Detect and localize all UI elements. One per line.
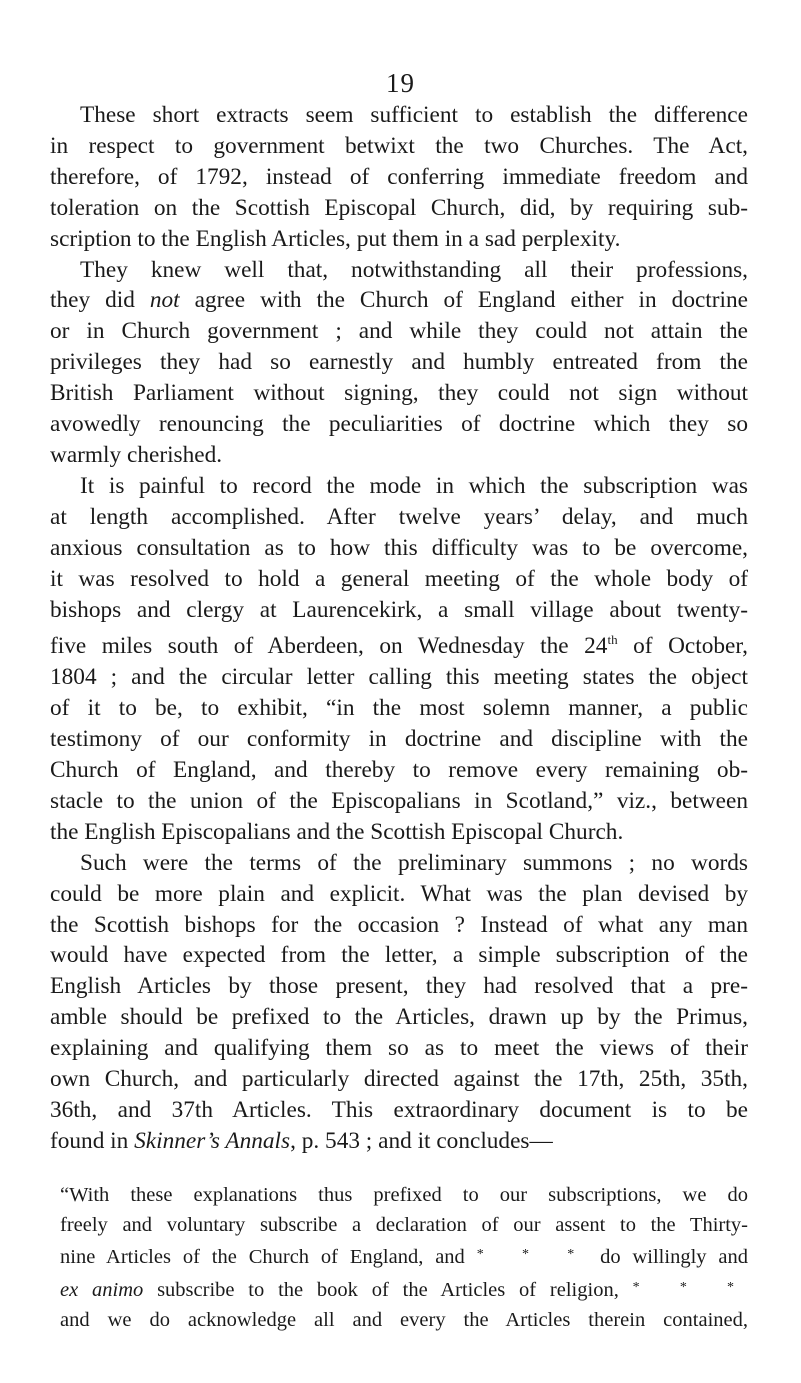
- text-line: [50, 1002, 748, 1033]
- text-line: [50, 285, 748, 316]
- text-run: of October,: [617, 633, 748, 660]
- text-run: amble should be prefixed to the Articles, drawn up by the Primus,: [50, 1004, 748, 1031]
- text-line: [50, 1064, 748, 1095]
- text-run: nine Articles of the Church of England, and: [60, 1246, 477, 1269]
- block-quote: [60, 1180, 748, 1335]
- text-line: [50, 1126, 748, 1157]
- text-run: warmly cherished.: [50, 441, 223, 468]
- text-run: “With these explanations thus prefixed to our subscriptions, we do: [60, 1184, 748, 1206]
- text-run: do willingly and: [588, 1246, 748, 1269]
- text-line: [50, 100, 748, 131]
- text-run: it was resolved to hold a general meeting of the whole body of: [50, 565, 748, 592]
- page-number: 19: [386, 68, 415, 98]
- text-line: [50, 910, 748, 941]
- text-run: or in Church government ; and while they could not attain the: [50, 318, 748, 345]
- text-line: [50, 848, 748, 879]
- text-line: [50, 502, 748, 533]
- quote-line: [60, 1240, 748, 1272]
- text-run: These short extracts seem sufficient to establish the difference: [80, 102, 748, 128]
- quote-line: [60, 1305, 748, 1335]
- text-line: [50, 409, 748, 440]
- text-line: [50, 347, 748, 378]
- text-run: avowedly renouncing the peculiarities of doctrine which they so: [50, 411, 748, 438]
- text-run: own Church, and particularly directed against the 17th, 25th, 35th,: [50, 1066, 748, 1093]
- text-line: [50, 471, 748, 502]
- text-line: [50, 662, 748, 693]
- text-run: British Parliament without signing, they could not sign without: [50, 380, 748, 407]
- quote-line: [60, 1273, 748, 1305]
- text-run: 1804 ; and the circular letter calling this meeting states the object: [50, 664, 748, 691]
- italic-text: ex animo: [60, 1278, 144, 1301]
- text-run: Church of England, and thereby to remove every remaining ob-: [50, 757, 748, 784]
- text-run: privileges they had so earnestly and humbly entreated from the: [50, 349, 748, 376]
- text-line: [50, 1033, 748, 1064]
- text-line: [50, 786, 748, 817]
- text-run: They knew well that, notwithstanding all their professions,: [80, 256, 748, 283]
- text-run: five miles south of Aberdeen, on Wednesday the 24: [50, 633, 608, 660]
- text-run: in respect to government betwixt the two Churches. The Act,: [50, 132, 748, 159]
- italic-text: not: [149, 287, 180, 314]
- text-line: [50, 971, 748, 1002]
- text-run: stacle to the union of the Episcopalians in Scotland,” viz., between: [50, 787, 748, 814]
- text-run: toleration on the Scottish Episcopal Church, did, by requiring sub-: [50, 194, 748, 221]
- text-line: [50, 1095, 748, 1126]
- text-run: could be more plain and explicit. What was the plan devised by: [50, 880, 748, 907]
- text-line: [50, 533, 748, 564]
- text-run: 36th, and 37th Articles. This extraordinary document is to be: [50, 1097, 748, 1123]
- text-run: explaining and qualifying them so as to meet the views of their: [50, 1035, 748, 1062]
- ellipsis-asterisks: * * *: [476, 1247, 589, 1263]
- text-run: they did: [50, 287, 150, 314]
- body-text: [50, 100, 748, 1157]
- text-run: the Scottish bishops for the occasion ? Instead of what any man: [50, 911, 748, 938]
- text-run: English Articles by those present, they had resolved that a pre-: [50, 973, 748, 1000]
- text-line: [50, 224, 748, 255]
- text-line: [50, 724, 748, 755]
- text-run: Such were the terms of the preliminary summons ; no words: [80, 849, 748, 876]
- superscript-text: th: [607, 632, 618, 648]
- text-line: [50, 193, 748, 224]
- text-run: freely and voluntary subscribe a declaration of our assent to the Thirty-: [60, 1214, 748, 1237]
- text-run: , p. 543 ; and it concludes—: [290, 1127, 553, 1154]
- text-line: [50, 162, 748, 193]
- text-line: [50, 755, 748, 786]
- text-run: would have expected from the letter, a simple subscription of the: [50, 942, 748, 969]
- text-line: [50, 879, 748, 910]
- text-run: the English Episcopalians and the Scottish Episcopal Church.: [50, 818, 624, 845]
- text-run: therefore, of 1792, instead of conferring immediate freedom and: [50, 163, 748, 190]
- text-run: testimony of our conformity in doctrine and discipline with the: [50, 726, 748, 753]
- quote-line: [60, 1180, 748, 1210]
- text-run: at length accomplished. After twelve years’ delay, and much: [50, 503, 748, 530]
- text-line: [50, 378, 748, 409]
- text-run: anxious consultation as to how this difficulty was to be overcome,: [50, 534, 748, 561]
- text-run: found in: [50, 1127, 135, 1154]
- text-run: subscribe to the book of the Articles of religion,: [143, 1278, 633, 1301]
- text-line: [50, 693, 748, 724]
- text-run: and we do acknowledge all and every the Articles therein contained,: [60, 1308, 748, 1331]
- text-line: [50, 817, 748, 848]
- text-run: scription to the English Articles, put them in a sad perplexity.: [50, 225, 621, 252]
- quote-line: [60, 1210, 748, 1240]
- text-run: It is painful to record the mode in which the subscription was: [80, 472, 748, 499]
- text-line: [50, 131, 748, 162]
- ellipsis-asterisks: * * *: [632, 1279, 749, 1295]
- text-line: [50, 316, 748, 347]
- text-line: [50, 440, 748, 471]
- text-line: [50, 625, 748, 662]
- italic-text: Skinner’s Annals: [134, 1127, 291, 1154]
- text-line: [50, 595, 748, 626]
- text-line: [50, 255, 748, 286]
- text-run: of it to be, to exhibit, “in the most solemn manner, a public: [50, 695, 748, 722]
- text-run: agree with the Church of England either in doctrine: [179, 287, 748, 314]
- text-line: [50, 564, 748, 595]
- text-run: bishops and clergy at Laurencekirk, a small village about twenty-: [50, 596, 748, 623]
- text-line: [50, 940, 748, 971]
